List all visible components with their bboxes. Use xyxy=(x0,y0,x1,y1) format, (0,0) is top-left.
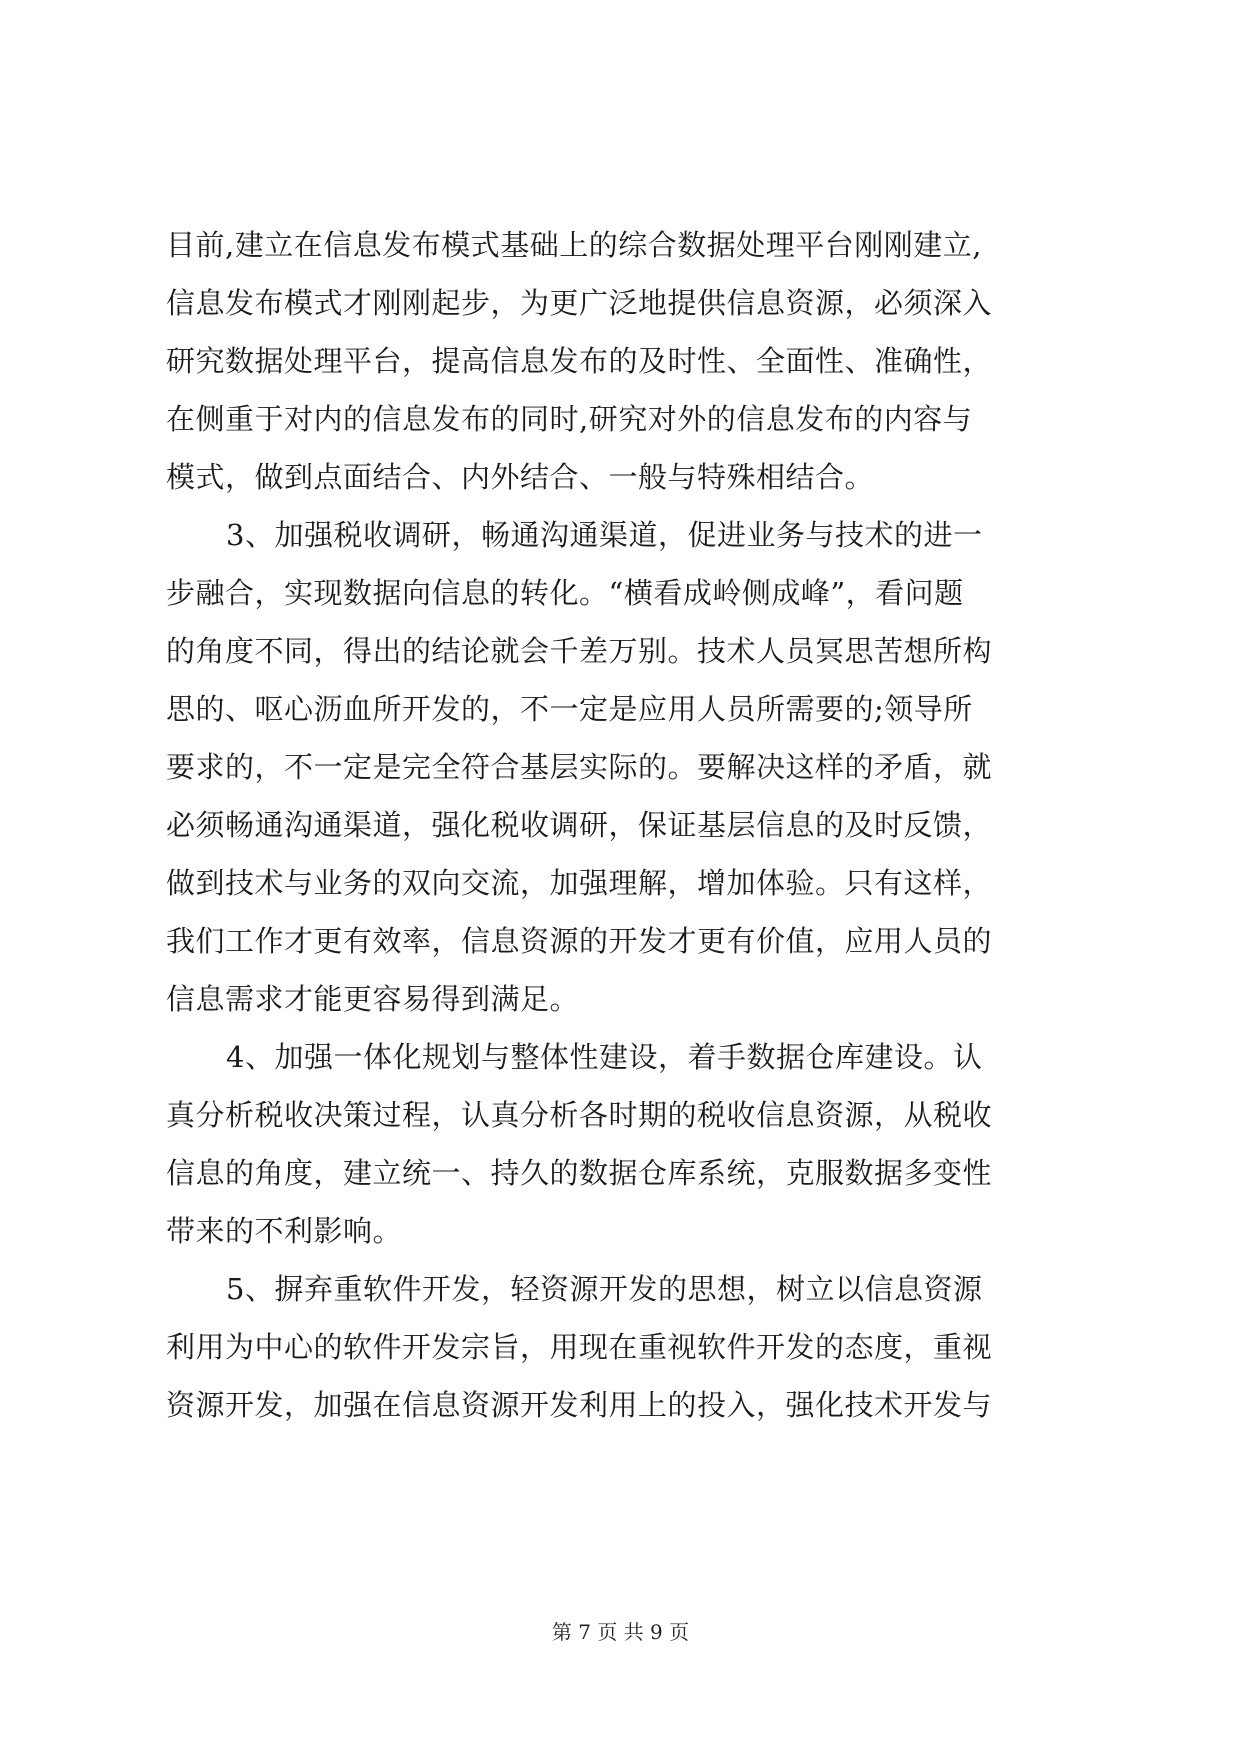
text-line: 要求的，不一定是完全符合基层实际的。要解决这样的矛盾，就 xyxy=(166,750,993,784)
text-line: 做到技术与业务的双向交流，加强理解，增加体验。只有这样， xyxy=(166,866,993,900)
text-line: 研究数据处理平台，提高信息发布的及时性、全面性、准确性， xyxy=(166,344,993,378)
text-line: 信息发布模式才刚刚起步，为更广泛地提供信息资源，必须深入 xyxy=(166,286,993,320)
text-line: 在侧重于对内的信息发布的同时,研究对外的信息发布的内容与 xyxy=(166,402,973,436)
text-line: 步融合，实现数据向信息的转化。“横看成岭侧成峰”，看问题 xyxy=(166,576,964,610)
page-number-footer: 第 7 页 共 9 页 xyxy=(551,1620,690,1644)
text-line: 模式，做到点面结合、内外结合、一般与特殊相结合。 xyxy=(166,460,875,494)
text-line: 利用为中心的软件开发宗旨，用现在重视软件开发的态度，重视 xyxy=(166,1330,993,1364)
text-line: 资源开发，加强在信息资源开发利用上的投入，强化技术开发与 xyxy=(166,1388,993,1422)
text-line: 带来的不利影响。 xyxy=(166,1214,403,1248)
paragraph-4-first-line: 4、加强一体化规划与整体性建设，着手数据仓库建设。认 xyxy=(226,1040,983,1074)
paragraph-3-first-line: 3、加强税收调研，畅通沟通渠道，促进业务与技术的进一 xyxy=(226,518,983,552)
text-line: 的角度不同，得出的结论就会千差万别。技术人员冥思苦想所构 xyxy=(166,634,993,668)
text-line: 思的、呕心沥血所开发的，不一定是应用人员所需要的;领导所 xyxy=(166,692,973,726)
paragraph-5-first-line: 5、摒弃重软件开发，轻资源开发的思想，树立以信息资源 xyxy=(226,1272,983,1306)
text-line: 真分析税收决策过程，认真分析各时期的税收信息资源，从税收 xyxy=(166,1098,993,1132)
text-line: 信息的角度，建立统一、持久的数据仓库系统，克服数据多变性 xyxy=(166,1156,993,1190)
text-line: 我们工作才更有效率，信息资源的开发才更有价值，应用人员的 xyxy=(166,924,993,958)
text-line: 信息需求才能更容易得到满足。 xyxy=(166,982,580,1016)
text-line: 必须畅通沟通渠道，强化税收调研，保证基层信息的及时反馈， xyxy=(166,808,993,842)
text-line: 目前,建立在信息发布模式基础上的综合数据处理平台刚刚建立, xyxy=(166,228,982,262)
